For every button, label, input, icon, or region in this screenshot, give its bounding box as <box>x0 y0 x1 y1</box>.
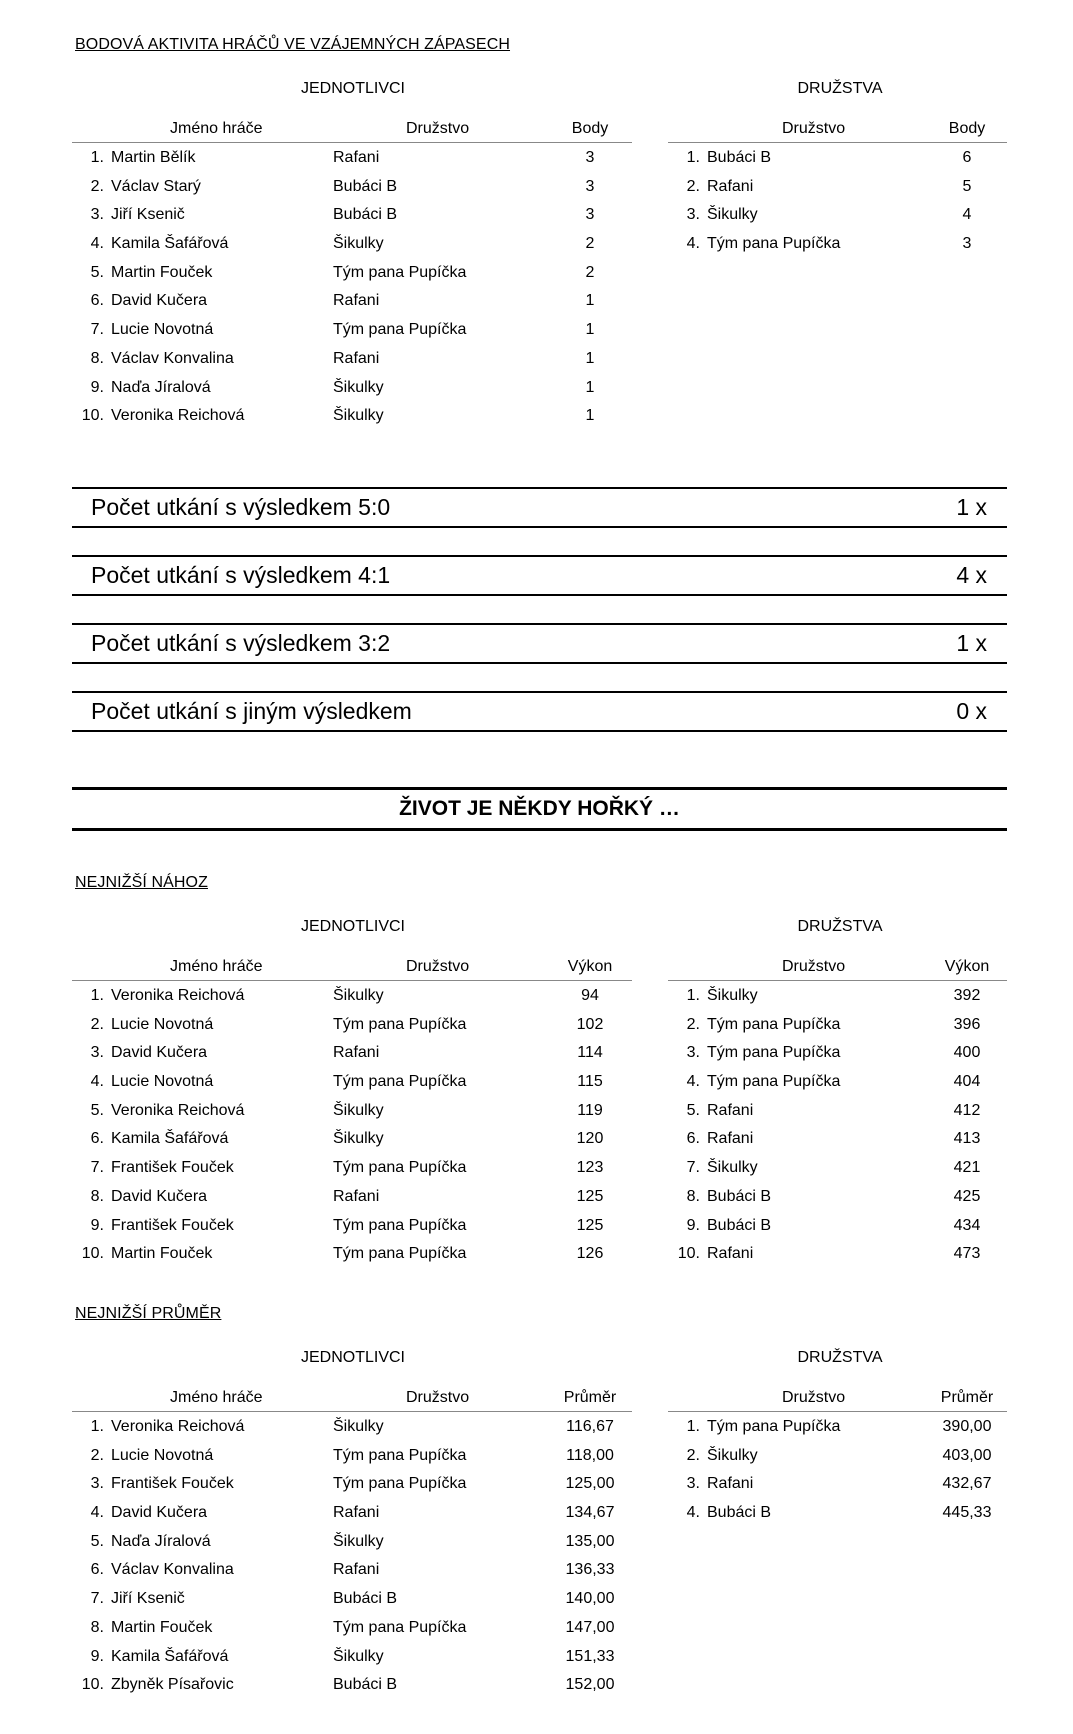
rank: 10. <box>677 1245 700 1263</box>
value: 434 <box>953 1216 981 1234</box>
value: 421 <box>953 1159 981 1177</box>
rank: 7. <box>90 321 104 339</box>
table-row <box>72 1096 632 1125</box>
column-header-value: Body <box>571 120 609 137</box>
banner-heading: ŽIVOT JE NĚKDY HOŘKÝ … <box>72 787 1007 831</box>
column-header-name: Jméno hráče <box>170 958 263 975</box>
team-name: Šikulky <box>707 987 758 1004</box>
column-header-team: Družstvo <box>406 1389 470 1406</box>
player-name: Veronika Reichová <box>111 1101 245 1119</box>
rank: 10. <box>81 1676 104 1694</box>
team-name: Tým pana Pupíčka <box>333 1159 467 1177</box>
rank: 7. <box>90 1159 104 1177</box>
team-name: Tým pana Pupíčka <box>333 1015 467 1033</box>
value: 473 <box>953 1245 981 1263</box>
team-name: Rafani <box>333 149 380 166</box>
rank: 1. <box>686 149 700 166</box>
table-row <box>668 1067 1007 1096</box>
table-row <box>668 1182 1007 1211</box>
player-name: Naďa Jíralová <box>111 1532 211 1550</box>
value: 3 <box>585 149 595 166</box>
player-name: Martin Fouček <box>111 1618 213 1636</box>
value: 1 <box>585 378 595 396</box>
value: 115 <box>577 1073 603 1091</box>
value: 445,33 <box>942 1504 992 1522</box>
value: 3 <box>585 177 595 195</box>
player-name: Zbyněk Písařovic <box>111 1676 234 1694</box>
player-name: Jiří Ksenič <box>111 206 185 224</box>
player-name: Kamila Šafářová <box>111 1130 229 1148</box>
table-row <box>72 1412 632 1441</box>
rank: 3. <box>90 1475 104 1493</box>
rank: 3. <box>686 1044 700 1062</box>
rank: 7. <box>90 1590 104 1608</box>
rank: 9. <box>90 378 104 396</box>
team-name: Tým pana Pupíčka <box>707 1418 841 1435</box>
team-name: Šikulky <box>707 1159 758 1177</box>
team-name: Tým pana Pupíčka <box>707 1073 841 1091</box>
column-header-name: Jméno hráče <box>170 120 263 137</box>
player-name: Martin Fouček <box>111 263 213 281</box>
value: 102 <box>576 1015 604 1033</box>
rank: 1. <box>90 149 104 166</box>
rank: 1. <box>686 987 700 1004</box>
team-name: Rafani <box>333 1187 380 1205</box>
team-name: Rafani <box>333 1044 380 1062</box>
value: 3 <box>962 235 972 253</box>
rank: 1. <box>90 1418 104 1435</box>
team-name: Tým pana Pupíčka <box>333 1073 467 1091</box>
table-row <box>72 373 632 402</box>
player-name: Veronika Reichová <box>111 1418 245 1435</box>
value: 1 <box>585 292 595 310</box>
table-header <box>668 1387 1007 1412</box>
points-individual-table <box>72 118 632 430</box>
rank: 2. <box>686 1015 700 1033</box>
player-name: Lucie Novotná <box>111 321 214 339</box>
value: 2 <box>585 263 595 281</box>
value: 126 <box>576 1245 604 1263</box>
team-name: Šikulky <box>333 1130 384 1148</box>
rank: 8. <box>90 1618 104 1636</box>
table-row <box>72 1239 632 1268</box>
rank: 4. <box>686 1073 700 1091</box>
table-header <box>72 118 632 143</box>
value: 119 <box>577 1101 603 1119</box>
table-row <box>72 172 632 201</box>
rank: 3. <box>90 206 104 224</box>
table-row <box>72 1038 632 1067</box>
team-name: Tým pana Pupíčka <box>707 235 841 253</box>
rank: 6. <box>90 292 104 310</box>
rank: 1. <box>686 1418 700 1435</box>
lowest-throw-team-table <box>668 956 1007 1268</box>
table-row <box>668 1124 1007 1153</box>
value: 118,00 <box>566 1446 614 1464</box>
team-name: Šikulky <box>333 378 384 396</box>
team-name: Rafani <box>333 1561 380 1579</box>
table-row <box>668 1469 1007 1498</box>
lowest-average-individual-table <box>72 1387 632 1699</box>
table-row <box>668 1498 1007 1527</box>
value: 116,67 <box>566 1418 614 1435</box>
team-name: Šikulky <box>707 206 758 224</box>
team-name: Tým pana Pupíčka <box>333 1245 467 1263</box>
table-header <box>72 956 632 981</box>
result-label: Počet utkání s výsledkem 4:1 <box>91 562 391 588</box>
player-name: Václav Starý <box>111 177 201 195</box>
team-name: Bubáci B <box>707 149 772 166</box>
column-header-team: Družstvo <box>406 958 470 975</box>
rank: 4. <box>686 1504 700 1522</box>
table-row <box>72 1613 632 1642</box>
table-row <box>668 1096 1007 1125</box>
value: 425 <box>953 1187 981 1205</box>
team-name: Rafani <box>333 292 380 310</box>
rank: 8. <box>686 1187 700 1205</box>
player-name: Naďa Jíralová <box>111 378 211 396</box>
rank: 2. <box>90 177 104 195</box>
player-name: František Fouček <box>111 1159 234 1177</box>
team-name: Šikulky <box>333 407 384 425</box>
table-row <box>668 143 1007 172</box>
lowest-throw-individual-table <box>72 956 632 1268</box>
team-name: Bubáci B <box>333 177 398 195</box>
table-row <box>668 1010 1007 1039</box>
result-label: Počet utkání s jiným výsledkem <box>91 698 412 724</box>
rank: 7. <box>686 1159 700 1177</box>
result-bar-4-1 <box>72 555 1007 596</box>
column-header-value: Výkon <box>567 958 613 975</box>
team-name: Bubáci B <box>707 1504 772 1522</box>
result-count: 4 x <box>956 562 987 588</box>
player-name: Veronika Reichová <box>111 987 245 1004</box>
value: 432,67 <box>942 1475 992 1493</box>
result-bar-other <box>72 691 1007 732</box>
value: 135,00 <box>565 1532 615 1550</box>
value: 400 <box>953 1044 981 1062</box>
column-header-name: Jméno hráče <box>170 1389 263 1406</box>
individuals-heading: JEDNOTLIVCI <box>300 918 405 935</box>
value: 3 <box>585 206 595 224</box>
team-name: Rafani <box>707 1130 754 1148</box>
player-name: Kamila Šafářová <box>111 1647 229 1665</box>
player-name: Veronika Reichová <box>111 407 245 425</box>
value: 1 <box>585 407 595 425</box>
table-row <box>72 1067 632 1096</box>
value: 140,00 <box>565 1590 615 1608</box>
table-row <box>668 200 1007 229</box>
table-row <box>72 315 632 344</box>
value: 120 <box>576 1130 604 1148</box>
value: 4 <box>962 206 972 224</box>
team-name: Rafani <box>333 1504 380 1522</box>
player-name: Kamila Šafářová <box>111 235 229 253</box>
table-row <box>72 1670 632 1699</box>
team-name: Tým pana Pupíčka <box>333 263 467 281</box>
column-header-value: Výkon <box>944 958 990 975</box>
table-header <box>72 1387 632 1412</box>
rank: 10. <box>81 407 104 425</box>
team-name: Šikulky <box>333 1532 384 1550</box>
rank: 4. <box>90 235 104 253</box>
lowest-average-team-table <box>668 1387 1007 1527</box>
value: 125 <box>576 1187 604 1205</box>
table-row <box>72 229 632 258</box>
rank: 1. <box>90 987 104 1004</box>
table-row <box>72 1469 632 1498</box>
individuals-heading: JEDNOTLIVCI <box>300 80 405 97</box>
team-name: Šikulky <box>333 987 384 1004</box>
table-row <box>72 1124 632 1153</box>
player-name: David Kučera <box>111 292 208 310</box>
player-name: Lucie Novotná <box>111 1073 214 1091</box>
section-title-lowest-average: NEJNIŽŠÍ PRŮMĚR <box>75 1305 222 1322</box>
rank: 3. <box>686 206 700 224</box>
table-row <box>72 1441 632 1470</box>
rank: 2. <box>90 1015 104 1033</box>
rank: 3. <box>686 1475 700 1493</box>
player-name: Jiří Ksenič <box>111 1590 185 1608</box>
rank: 4. <box>686 235 700 253</box>
team-name: Rafani <box>707 1101 754 1119</box>
column-header-team: Družstvo <box>782 120 846 137</box>
table-row <box>72 286 632 315</box>
value: 134,67 <box>565 1504 615 1522</box>
value: 136,33 <box>565 1561 615 1579</box>
table-row <box>72 1498 632 1527</box>
table-header <box>668 956 1007 981</box>
result-count: 1 x <box>956 494 987 520</box>
teams-heading: DRUŽSTVA <box>797 918 883 935</box>
team-name: Tým pana Pupíčka <box>333 1475 467 1493</box>
player-name: David Kučera <box>111 1187 208 1205</box>
table-row <box>72 1182 632 1211</box>
rank: 9. <box>90 1216 104 1234</box>
section-title-points: BODOVÁ AKTIVITA HRÁČŮ VE VZÁJEMNÝCH ZÁPASECH <box>75 36 511 53</box>
rank: 2. <box>686 1446 700 1464</box>
value: 147,00 <box>565 1618 615 1636</box>
rank: 4. <box>90 1073 104 1091</box>
table-row <box>668 229 1007 258</box>
rank: 6. <box>90 1130 104 1148</box>
table-row <box>668 172 1007 201</box>
value: 125 <box>576 1216 604 1234</box>
value: 2 <box>585 235 595 253</box>
result-label: Počet utkání s výsledkem 5:0 <box>91 494 391 520</box>
result-bar-3-2 <box>72 623 1007 664</box>
player-name: František Fouček <box>111 1216 234 1234</box>
player-name: Václav Konvalina <box>111 1561 234 1579</box>
team-name: Tým pana Pupíčka <box>333 1216 467 1234</box>
rank: 5. <box>686 1101 700 1119</box>
table-row <box>668 1153 1007 1182</box>
rank: 4. <box>90 1504 104 1522</box>
column-header-team: Družstvo <box>782 1389 846 1406</box>
team-name: Bubáci B <box>333 1676 398 1694</box>
section-title-lowest-throw: NEJNIŽŠÍ NÁHOZ <box>75 874 208 891</box>
rank: 3. <box>90 1044 104 1062</box>
player-name: Lucie Novotná <box>111 1446 214 1464</box>
team-name: Bubáci B <box>333 1590 398 1608</box>
value: 396 <box>953 1015 981 1033</box>
rank: 8. <box>90 349 104 367</box>
result-count: 1 x <box>956 630 987 656</box>
teams-heading: DRUŽSTVA <box>797 80 883 97</box>
rank: 5. <box>90 263 104 281</box>
team-name: Šikulky <box>707 1446 758 1464</box>
player-name: David Kučera <box>111 1044 208 1062</box>
column-header-value: Průměr <box>563 1389 617 1406</box>
team-name: Bubáci B <box>707 1187 772 1205</box>
column-header-value: Průměr <box>940 1389 994 1406</box>
column-header-value: Body <box>948 120 986 137</box>
value: 404 <box>953 1073 981 1091</box>
team-name: Bubáci B <box>333 206 398 224</box>
table-row <box>72 1211 632 1240</box>
rank: 8. <box>90 1187 104 1205</box>
value: 151,33 <box>565 1647 615 1665</box>
team-name: Rafani <box>707 177 754 195</box>
team-name: Tým pana Pupíčka <box>333 321 467 339</box>
team-name: Tým pana Pupíčka <box>333 1618 467 1636</box>
player-name: David Kučera <box>111 1504 208 1522</box>
teams-heading: DRUŽSTVA <box>797 1349 883 1366</box>
team-name: Šikulky <box>333 1647 384 1665</box>
table-row <box>668 1038 1007 1067</box>
points-team-table <box>668 118 1007 258</box>
player-name: Martin Bělík <box>111 149 196 166</box>
team-name: Bubáci B <box>707 1216 772 1234</box>
rank: 2. <box>90 1446 104 1464</box>
table-header <box>668 118 1007 143</box>
value: 123 <box>576 1159 604 1177</box>
table-row <box>72 1527 632 1556</box>
rank: 5. <box>90 1532 104 1550</box>
table-row <box>72 401 632 430</box>
table-row <box>72 1584 632 1613</box>
team-name: Rafani <box>333 349 380 367</box>
table-row <box>668 1239 1007 1268</box>
team-name: Tým pana Pupíčka <box>333 1446 467 1464</box>
team-name: Šikulky <box>333 1418 384 1435</box>
value: 1 <box>585 349 595 367</box>
team-name: Rafani <box>707 1245 754 1263</box>
rank: 5. <box>90 1101 104 1119</box>
player-name: Martin Fouček <box>111 1245 213 1263</box>
value: 6 <box>962 149 972 166</box>
table-row <box>72 1153 632 1182</box>
column-header-team: Družstvo <box>406 120 470 137</box>
value: 5 <box>962 177 972 195</box>
rank: 2. <box>686 177 700 195</box>
value: 413 <box>953 1130 981 1148</box>
column-header-team: Družstvo <box>782 958 846 975</box>
rank: 6. <box>686 1130 700 1148</box>
value: 1 <box>585 321 595 339</box>
player-name: František Fouček <box>111 1475 234 1493</box>
team-name: Šikulky <box>333 1101 384 1119</box>
value: 94 <box>581 987 599 1004</box>
table-row <box>72 1555 632 1584</box>
value: 152,00 <box>565 1676 615 1694</box>
table-row <box>668 1211 1007 1240</box>
rank: 9. <box>686 1216 700 1234</box>
table-row <box>72 143 632 172</box>
team-name: Šikulky <box>333 235 384 253</box>
table-row <box>72 981 632 1010</box>
result-bar-5-0 <box>72 487 1007 528</box>
value: 390,00 <box>942 1418 992 1435</box>
table-row <box>72 258 632 287</box>
table-row <box>668 1441 1007 1470</box>
rank: 6. <box>90 1561 104 1579</box>
table-row <box>72 200 632 229</box>
table-row <box>668 981 1007 1010</box>
value: 403,00 <box>942 1446 992 1464</box>
result-label: Počet utkání s výsledkem 3:2 <box>91 630 391 656</box>
result-count: 0 x <box>956 698 987 724</box>
value: 392 <box>953 987 981 1004</box>
table-row <box>72 344 632 373</box>
team-name: Tým pana Pupíčka <box>707 1015 841 1033</box>
value: 125,00 <box>565 1475 615 1493</box>
individuals-heading: JEDNOTLIVCI <box>300 1349 405 1366</box>
player-name: Václav Konvalina <box>111 349 234 367</box>
team-name: Rafani <box>707 1475 754 1493</box>
table-row <box>72 1010 632 1039</box>
table-row <box>72 1642 632 1671</box>
rank: 10. <box>81 1245 104 1263</box>
player-name: Lucie Novotná <box>111 1015 214 1033</box>
table-row <box>668 1412 1007 1441</box>
team-name: Tým pana Pupíčka <box>707 1044 841 1062</box>
value: 412 <box>953 1101 981 1119</box>
value: 114 <box>577 1044 603 1062</box>
rank: 9. <box>90 1647 104 1665</box>
